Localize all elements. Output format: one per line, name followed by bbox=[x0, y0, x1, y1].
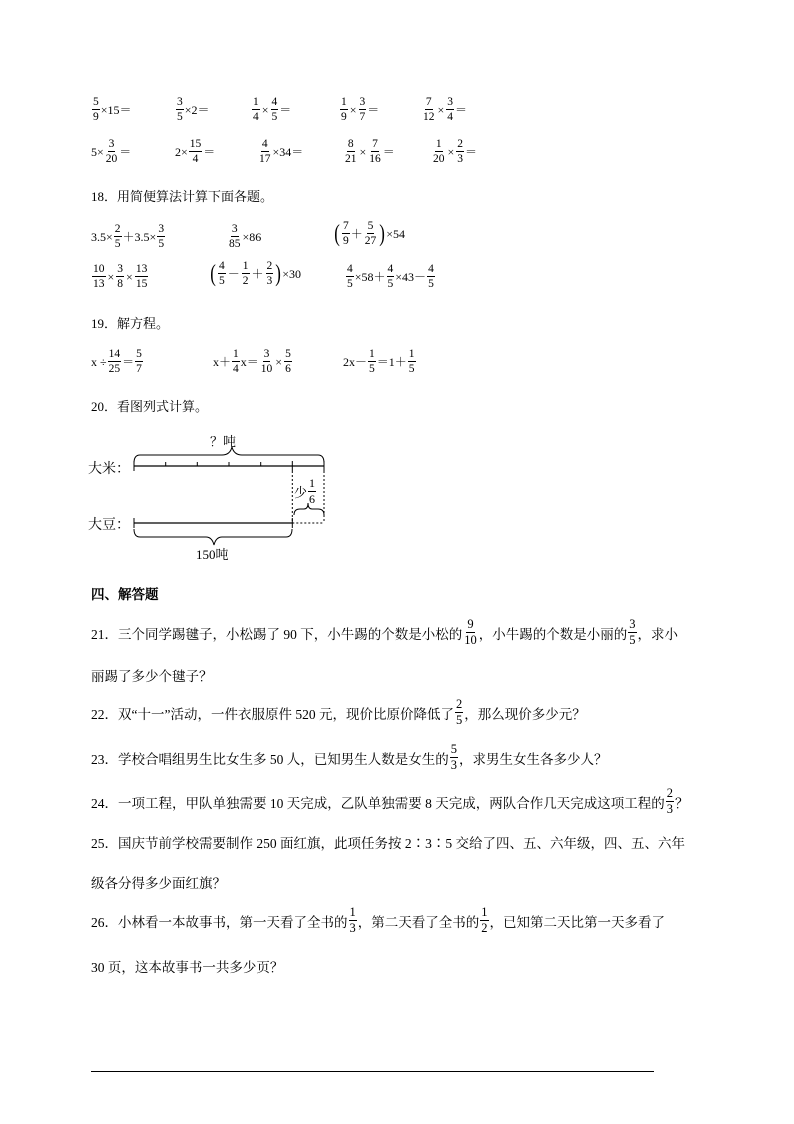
fraction: $\frac{5}{3}$ bbox=[450, 742, 457, 773]
problem-22: 22．双“十一”活动，一件衣服原件 520 元，现价比原价降低了 $\frac{2}{5}$ ，那么现价多少元？ bbox=[91, 697, 586, 728]
problem-24: 24．一项工程，甲队单独需要 10 天完成，乙队单独需要 8 天完成，两队合作几天完成这项工程的 $\frac{2}{3}$ ？ bbox=[91, 786, 689, 817]
fraction: $\frac{1}{4}$ bbox=[233, 348, 239, 376]
fraction: $\frac{1}{3}$ bbox=[349, 905, 356, 936]
brace-bottom bbox=[134, 529, 292, 545]
fraction: $\frac{13}{15}$ bbox=[135, 263, 148, 291]
fraction: $\frac{5}{6}$ bbox=[285, 348, 291, 376]
bean-amount-label: 150吨 bbox=[196, 547, 229, 562]
q20-title: 20．看图列式计算。 bbox=[91, 399, 209, 414]
fraction: $\frac{9}{10}$ bbox=[464, 617, 477, 648]
fraction: $\frac{5}{27}$ bbox=[364, 220, 377, 248]
rice-label: 大米： bbox=[88, 461, 130, 477]
fraction: $\frac{4}{17}$ bbox=[259, 138, 271, 166]
q18-expr-6: $\frac{4}{5}$ ×58＋ $\frac{4}{5}$ ×43－ $\frac{4}{5}$ bbox=[347, 263, 434, 291]
q18-expr-2: $\frac{3}{85}$ ×86 bbox=[229, 223, 262, 251]
q18-expr-4: $\frac{10}{13}$ × $\frac{3}{8}$ × $\frac{13}{15}$ bbox=[93, 263, 148, 291]
q19-expr-2: x＋ $\frac{1}{4}$ x＝ $\frac{3}{10}$ × $\frac{5}{6}$ bbox=[213, 348, 291, 376]
fraction: $\frac{4}{5}$ bbox=[347, 263, 353, 291]
q19-expr-3: 2x－ $\frac{1}{5}$ ＝1＋ $\frac{1}{5}$ bbox=[343, 348, 415, 376]
fraction: $\frac{1}{2}$ bbox=[481, 905, 488, 936]
q17-expr-2: $\frac{3}{5}$ ×2＝ bbox=[177, 96, 210, 124]
fraction: $\frac{3}{5}$ bbox=[177, 96, 183, 124]
fraction: $\frac{8}{21}$ bbox=[345, 138, 357, 166]
q19-expr-1: x ÷ $\frac{14}{25}$ ＝ $\frac{5}{7}$ bbox=[91, 348, 142, 376]
problem-26: 26．小林看一本故事书，第一天看了全书的 $\frac{1}{3}$ ，第二天看了全书的 $\frac{1}{2}$ ，已知第二天比第一天多看了 bbox=[91, 905, 665, 936]
fraction: $\frac{14}{25}$ bbox=[108, 348, 121, 376]
q19-title: 19．解方程。 bbox=[91, 316, 170, 331]
fraction: $\frac{7}{12}$ bbox=[423, 96, 435, 124]
fraction: $\frac{10}{13}$ bbox=[93, 263, 105, 291]
q17-expr-7: 2× $\frac{15}{4}$ ＝ bbox=[175, 138, 216, 166]
fraction: $\frac{4}{5}$ bbox=[271, 96, 278, 124]
problem-21: 21．三个同学踢毽子，小松踢了 90 下，小牛踢的个数是小松的 $\frac{9}{10}$ ，小牛踢的个数是小丽的 $\frac{3}{5}$ ，求小 bbox=[91, 617, 678, 648]
q18-expr-1: 3.5× $\frac{2}{5}$ ＋3.5× $\frac{3}{5}$ bbox=[91, 223, 165, 251]
fraction: $\frac{4}{5}$ bbox=[219, 260, 225, 288]
fraction: $\frac{3}{85}$ bbox=[229, 223, 241, 251]
less-label: 少 $\frac{1}{6}$ bbox=[294, 476, 316, 506]
fraction: $\frac{2}{3}$ bbox=[457, 138, 464, 166]
fraction: $\frac{2}{5}$ bbox=[455, 697, 463, 728]
fraction: $\frac{2}{3}$ bbox=[666, 786, 673, 817]
q18-expr-3: ( $\frac{7}{9}$ ＋ $\frac{5}{27}$ ) ×54 bbox=[334, 220, 406, 248]
fraction: $\frac{3}{5}$ bbox=[629, 617, 636, 648]
fraction: $\frac{3}{10}$ bbox=[260, 348, 273, 376]
fraction: $\frac{3}{7}$ bbox=[359, 96, 366, 124]
q17-expr-5: $\frac{7}{12}$ × $\frac{3}{4}$ ＝ bbox=[423, 96, 468, 124]
fraction: $\frac{3}{20}$ bbox=[105, 138, 118, 166]
fraction: $\frac{5}{7}$ bbox=[136, 348, 142, 376]
fraction: $\frac{2}{5}$ bbox=[114, 223, 121, 251]
q17-expr-3: $\frac{1}{4}$ × $\frac{4}{5}$ ＝ bbox=[253, 96, 292, 124]
fraction: $\frac{2}{3}$ bbox=[266, 260, 273, 288]
q17-expr-4: $\frac{1}{9}$ × $\frac{3}{7}$ ＝ bbox=[341, 96, 380, 124]
fraction: $\frac{1}{2}$ bbox=[242, 260, 249, 288]
fraction: $\frac{1}{6}$ bbox=[309, 476, 316, 506]
q17-expr-1: $\frac{5}{9}$ ×15＝ bbox=[93, 96, 132, 124]
q17-expr-9: $\frac{8}{21}$ × $\frac{7}{16}$ ＝ bbox=[345, 138, 395, 166]
q18-expr-5: ( $\frac{4}{5}$ － $\frac{1}{2}$ ＋ $\frac{2}{3}$ ) ×30 bbox=[210, 260, 302, 288]
problem-26-line2: 30 页，这本故事书一共多少页？ bbox=[91, 960, 284, 975]
q17-expr-10: $\frac{1}{20}$ × $\frac{2}{3}$ ＝ bbox=[433, 138, 478, 166]
fraction: $\frac{1}{5}$ bbox=[369, 348, 375, 376]
problem-23: 23．学校合唱组男生比女生多 50 人，已知男生人数是女生的 $\frac{5}{3}$ ，求男生女生各多少人？ bbox=[91, 742, 608, 773]
fraction: $\frac{5}{9}$ bbox=[93, 96, 99, 124]
problem-25-line2: 级各分得多少面红旗？ bbox=[91, 876, 226, 891]
unknown-label: ？吨 bbox=[210, 435, 237, 450]
fraction: $\frac{3}{4}$ bbox=[447, 96, 454, 124]
bean-label: 大豆： bbox=[88, 517, 130, 533]
fraction: $\frac{3}{5}$ bbox=[158, 223, 165, 251]
fraction: $\frac{3}{8}$ bbox=[117, 263, 124, 291]
fraction: $\frac{15}{4}$ bbox=[189, 138, 202, 166]
fraction: $\frac{7}{16}$ bbox=[369, 138, 381, 166]
fraction: $\frac{4}{5}$ bbox=[387, 263, 394, 291]
fraction: $\frac{1}{20}$ bbox=[433, 138, 445, 166]
fraction: $\frac{1}{9}$ bbox=[341, 96, 347, 124]
problem-25: 25．国庆节前学校需要制作 250 面红旗，此项任务按 2∶3∶5 交给了四、五、六年级，四、五、六年 bbox=[91, 836, 685, 851]
q17-expr-6: 5× $\frac{3}{20}$ ＝ bbox=[91, 138, 132, 166]
line-segment-diagram bbox=[80, 425, 340, 565]
footer-divider bbox=[91, 1071, 654, 1072]
fraction: $\frac{4}{5}$ bbox=[428, 263, 434, 291]
q17-expr-8: $\frac{4}{17}$ ×34＝ bbox=[259, 138, 304, 166]
fraction: $\frac{7}{9}$ bbox=[343, 220, 349, 248]
section-heading: 四、解答题 bbox=[91, 587, 159, 602]
q18-title: 18．用简便算法计算下面各题。 bbox=[91, 189, 274, 204]
fraction: $\frac{1}{5}$ bbox=[408, 348, 415, 376]
fraction: $\frac{1}{4}$ bbox=[253, 96, 259, 124]
problem-21-line2: 丽踢了多少个毽子？ bbox=[91, 669, 213, 684]
